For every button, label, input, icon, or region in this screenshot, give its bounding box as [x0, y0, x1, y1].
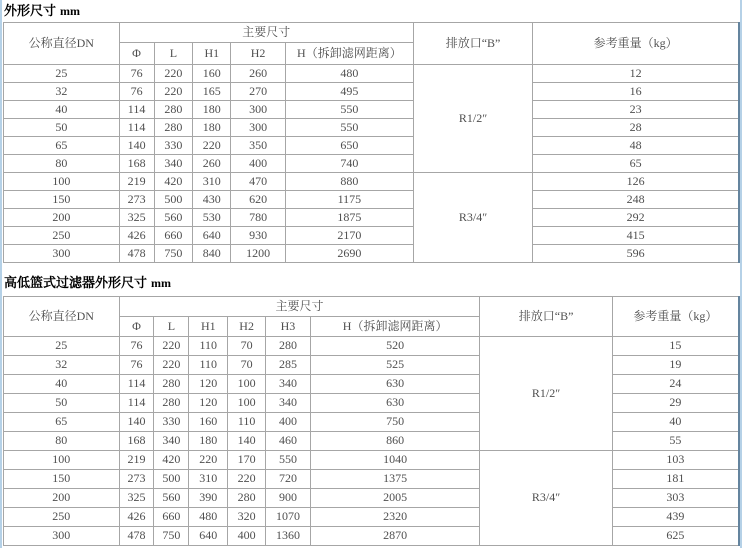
dim-value-cell: 340 — [266, 375, 311, 394]
dim-value-cell: 280 — [228, 489, 266, 508]
table-row — [4, 227, 740, 245]
dim-value-cell: 110 — [189, 356, 228, 375]
dim-value-cell: 273 — [119, 470, 154, 489]
dim-value-cell: 400 — [228, 527, 266, 546]
dim-value-cell: 140 — [119, 413, 154, 432]
dn-cell: 32 — [4, 356, 120, 375]
dim-value-cell: 640 — [193, 227, 231, 245]
dim-value-cell: 2690 — [285, 245, 413, 263]
sub-header-cell: H（拆卸滤网距离） — [285, 43, 413, 65]
dim-value-cell: 260 — [231, 65, 286, 83]
dim-value-cell: 1175 — [285, 191, 413, 209]
table-row — [4, 451, 740, 470]
dim-value-cell: 550 — [285, 101, 413, 119]
dimensions-table — [3, 22, 740, 263]
dn-cell: 100 — [4, 173, 120, 191]
dim-value-cell: 520 — [310, 337, 480, 356]
dim-value-cell: 750 — [154, 527, 189, 546]
dn-cell: 150 — [4, 470, 120, 489]
dim-value-cell: 930 — [231, 227, 286, 245]
dim-value-cell: 260 — [193, 155, 231, 173]
dn-cell: 80 — [4, 155, 120, 173]
weight-value-cell: 303 — [612, 489, 739, 508]
dim-value-cell: 525 — [310, 356, 480, 375]
weight-header-cell: 参考重量（kg） — [612, 297, 739, 337]
weight-value-cell: 292 — [533, 209, 739, 227]
dim-value-cell: 270 — [231, 83, 286, 101]
b-port-header-cell: 排放口“B” — [480, 297, 612, 337]
dim-value-cell: 168 — [119, 155, 154, 173]
dn-cell: 40 — [4, 101, 120, 119]
b-port-header-cell: 排放口“B” — [413, 23, 533, 65]
sub-header-cell: H3 — [266, 317, 311, 337]
dn-cell: 65 — [4, 413, 120, 432]
table-row — [4, 432, 740, 451]
weight-value-cell: 248 — [533, 191, 739, 209]
dim-value-cell: 480 — [189, 508, 228, 527]
dim-value-cell: 1070 — [266, 508, 311, 527]
dim-value-cell: 114 — [119, 101, 154, 119]
dim-value-cell: 1360 — [266, 527, 311, 546]
table-row — [4, 527, 740, 546]
dim-value-cell: 860 — [310, 432, 480, 451]
dn-header-cell: 公称直径DN — [4, 297, 120, 337]
dim-value-cell: 165 — [193, 83, 231, 101]
dim-value-cell: 2170 — [285, 227, 413, 245]
dim-value-cell: 500 — [154, 191, 193, 209]
dn-cell: 150 — [4, 191, 120, 209]
dim-value-cell: 273 — [119, 191, 154, 209]
dim-value-cell: 220 — [189, 451, 228, 470]
table-row — [4, 101, 740, 119]
dim-value-cell: 720 — [266, 470, 311, 489]
dim-value-cell: 560 — [154, 209, 193, 227]
dim-value-cell: 168 — [119, 432, 154, 451]
dim-value-cell: 1875 — [285, 209, 413, 227]
dim-value-cell: 180 — [193, 119, 231, 137]
dim-value-cell: 900 — [266, 489, 311, 508]
table1-title — [4, 3, 740, 19]
content-area — [2, 0, 740, 546]
dim-value-cell: 330 — [154, 137, 193, 155]
sub-header-cell: L — [154, 43, 193, 65]
sub-header-cell: H1 — [193, 43, 231, 65]
dim-value-cell: 70 — [228, 356, 266, 375]
table1-title-text: 外形尺寸 — [4, 3, 57, 18]
dim-value-cell: 100 — [228, 375, 266, 394]
dim-value-cell: 120 — [189, 394, 228, 413]
dim-value-cell: 340 — [266, 394, 311, 413]
table2-title-text: 高低篮式过滤器外形尺寸 — [4, 275, 148, 290]
table-row — [4, 65, 740, 83]
table-row — [4, 155, 740, 173]
table-row — [4, 119, 740, 137]
dim-value-cell: 76 — [119, 65, 154, 83]
dn-header-cell: 公称直径DN — [4, 23, 120, 65]
dim-value-cell: 110 — [228, 413, 266, 432]
b-port-value-cell: R1/2″ — [480, 337, 612, 451]
dim-value-cell: 2005 — [310, 489, 480, 508]
dn-cell: 300 — [4, 245, 120, 263]
dim-value-cell: 426 — [119, 227, 154, 245]
dn-cell: 40 — [4, 375, 120, 394]
dim-value-cell: 550 — [266, 451, 311, 470]
table-row — [4, 137, 740, 155]
dim-value-cell: 300 — [231, 101, 286, 119]
weight-value-cell: 24 — [612, 375, 739, 394]
table-row — [4, 209, 740, 227]
dim-value-cell: 750 — [310, 413, 480, 432]
dim-value-cell: 120 — [189, 375, 228, 394]
dim-value-cell: 426 — [119, 508, 154, 527]
dim-value-cell: 310 — [193, 173, 231, 191]
dn-cell: 50 — [4, 119, 120, 137]
main-dims-header-cell: 主要尺寸 — [119, 23, 413, 43]
dim-value-cell: 280 — [154, 394, 189, 413]
dim-value-cell: 630 — [310, 394, 480, 413]
table-row — [4, 375, 740, 394]
dim-value-cell: 390 — [189, 489, 228, 508]
weight-value-cell: 28 — [533, 119, 739, 137]
dim-value-cell: 500 — [154, 470, 189, 489]
weight-value-cell: 103 — [612, 451, 739, 470]
dim-value-cell: 310 — [189, 470, 228, 489]
table-row — [4, 508, 740, 527]
dim-value-cell: 219 — [119, 451, 154, 470]
table-row — [4, 173, 740, 191]
dim-value-cell: 170 — [228, 451, 266, 470]
dim-value-cell: 740 — [285, 155, 413, 173]
dim-value-cell: 340 — [154, 155, 193, 173]
b-port-value-cell: R3/4″ — [480, 451, 612, 546]
dn-cell: 32 — [4, 83, 120, 101]
weight-value-cell: 625 — [612, 527, 739, 546]
weight-value-cell: 29 — [612, 394, 739, 413]
weight-value-cell: 439 — [612, 508, 739, 527]
dim-value-cell: 180 — [193, 101, 231, 119]
sub-header-cell: H（拆卸滤网距离） — [310, 317, 480, 337]
dim-value-cell: 780 — [231, 209, 286, 227]
dim-value-cell: 76 — [119, 83, 154, 101]
dn-cell: 100 — [4, 451, 120, 470]
dim-value-cell: 460 — [266, 432, 311, 451]
b-port-value-cell: R1/2″ — [413, 65, 533, 173]
dim-value-cell: 650 — [285, 137, 413, 155]
weight-value-cell: 126 — [533, 173, 739, 191]
dim-value-cell: 280 — [154, 375, 189, 394]
sub-header-cell: Φ — [119, 317, 154, 337]
dim-value-cell: 140 — [228, 432, 266, 451]
weight-value-cell: 55 — [612, 432, 739, 451]
dim-value-cell: 300 — [231, 119, 286, 137]
table-row — [4, 356, 740, 375]
dim-value-cell: 114 — [119, 375, 154, 394]
dim-value-cell: 280 — [266, 337, 311, 356]
table-row — [4, 83, 740, 101]
dim-value-cell: 530 — [193, 209, 231, 227]
basket-filter-dimensions-table — [3, 296, 740, 546]
dim-value-cell: 480 — [285, 65, 413, 83]
dim-value-cell: 280 — [154, 119, 193, 137]
dim-value-cell: 220 — [228, 470, 266, 489]
dim-value-cell: 470 — [231, 173, 286, 191]
dn-cell: 250 — [4, 227, 120, 245]
table-row — [4, 245, 740, 263]
dim-value-cell: 478 — [119, 527, 154, 546]
dim-value-cell: 660 — [154, 227, 193, 245]
sub-header-cell: Φ — [119, 43, 154, 65]
dim-value-cell: 550 — [285, 119, 413, 137]
dim-value-cell: 325 — [119, 209, 154, 227]
dim-value-cell: 750 — [154, 245, 193, 263]
dim-value-cell: 430 — [193, 191, 231, 209]
dim-value-cell: 114 — [119, 394, 154, 413]
sub-header-cell: H1 — [189, 317, 228, 337]
dn-cell: 200 — [4, 209, 120, 227]
dim-value-cell: 560 — [154, 489, 189, 508]
weight-value-cell: 40 — [612, 413, 739, 432]
dim-value-cell: 160 — [189, 413, 228, 432]
dim-value-cell: 320 — [228, 508, 266, 527]
weight-value-cell: 596 — [533, 245, 739, 263]
table-row — [4, 470, 740, 489]
weight-value-cell: 48 — [533, 137, 739, 155]
dn-cell: 300 — [4, 527, 120, 546]
dim-value-cell: 76 — [119, 356, 154, 375]
dim-value-cell: 420 — [154, 173, 193, 191]
dn-cell: 25 — [4, 65, 120, 83]
dim-value-cell: 420 — [154, 451, 189, 470]
dim-value-cell: 220 — [154, 83, 193, 101]
table-row — [4, 337, 740, 356]
weight-value-cell: 19 — [612, 356, 739, 375]
dim-value-cell: 660 — [154, 508, 189, 527]
dim-value-cell: 160 — [193, 65, 231, 83]
dim-value-cell: 350 — [231, 137, 286, 155]
weight-value-cell: 415 — [533, 227, 739, 245]
sub-header-cell: H2 — [228, 317, 266, 337]
dim-value-cell: 400 — [231, 155, 286, 173]
dim-value-cell: 140 — [119, 137, 154, 155]
table2-title — [4, 275, 740, 291]
dim-value-cell: 220 — [154, 337, 189, 356]
dim-value-cell: 1375 — [310, 470, 480, 489]
dim-value-cell: 219 — [119, 173, 154, 191]
dn-cell: 25 — [4, 337, 120, 356]
dim-value-cell: 495 — [285, 83, 413, 101]
dim-value-cell: 220 — [154, 65, 193, 83]
dim-value-cell: 110 — [189, 337, 228, 356]
sub-header-cell: L — [154, 317, 189, 337]
table-row — [4, 489, 740, 508]
dn-cell: 50 — [4, 394, 120, 413]
dim-value-cell: 340 — [154, 432, 189, 451]
dim-value-cell: 400 — [266, 413, 311, 432]
weight-value-cell: 16 — [533, 83, 739, 101]
weight-value-cell: 15 — [612, 337, 739, 356]
table1-unit: mm — [60, 4, 81, 18]
dim-value-cell: 478 — [119, 245, 154, 263]
dim-value-cell: 2320 — [310, 508, 480, 527]
dim-value-cell: 880 — [285, 173, 413, 191]
table-row — [4, 191, 740, 209]
dim-value-cell: 220 — [154, 356, 189, 375]
dn-cell: 80 — [4, 432, 120, 451]
sub-header-cell: H2 — [231, 43, 286, 65]
table-row — [4, 394, 740, 413]
dim-value-cell: 2870 — [310, 527, 480, 546]
dim-value-cell: 280 — [154, 101, 193, 119]
dim-value-cell: 1200 — [231, 245, 286, 263]
dim-value-cell: 285 — [266, 356, 311, 375]
dn-cell: 250 — [4, 508, 120, 527]
dim-value-cell: 180 — [189, 432, 228, 451]
b-port-value-cell: R3/4″ — [413, 173, 533, 263]
table2-unit: mm — [151, 276, 172, 290]
dn-cell: 65 — [4, 137, 120, 155]
dim-value-cell: 100 — [228, 394, 266, 413]
dim-value-cell: 840 — [193, 245, 231, 263]
dim-value-cell: 76 — [119, 337, 154, 356]
weight-header-cell: 参考重量（kg） — [533, 23, 739, 65]
weight-value-cell: 181 — [612, 470, 739, 489]
table-row — [4, 413, 740, 432]
main-dims-header-cell: 主要尺寸 — [119, 297, 480, 317]
dim-value-cell: 1040 — [310, 451, 480, 470]
dim-value-cell: 325 — [119, 489, 154, 508]
dim-value-cell: 620 — [231, 191, 286, 209]
dim-value-cell: 220 — [193, 137, 231, 155]
dim-value-cell: 330 — [154, 413, 189, 432]
weight-value-cell: 12 — [533, 65, 739, 83]
dim-value-cell: 114 — [119, 119, 154, 137]
dim-value-cell: 640 — [189, 527, 228, 546]
dim-value-cell: 630 — [310, 375, 480, 394]
weight-value-cell: 23 — [533, 101, 739, 119]
dim-value-cell: 70 — [228, 337, 266, 356]
dn-cell: 200 — [4, 489, 120, 508]
weight-value-cell: 65 — [533, 155, 739, 173]
